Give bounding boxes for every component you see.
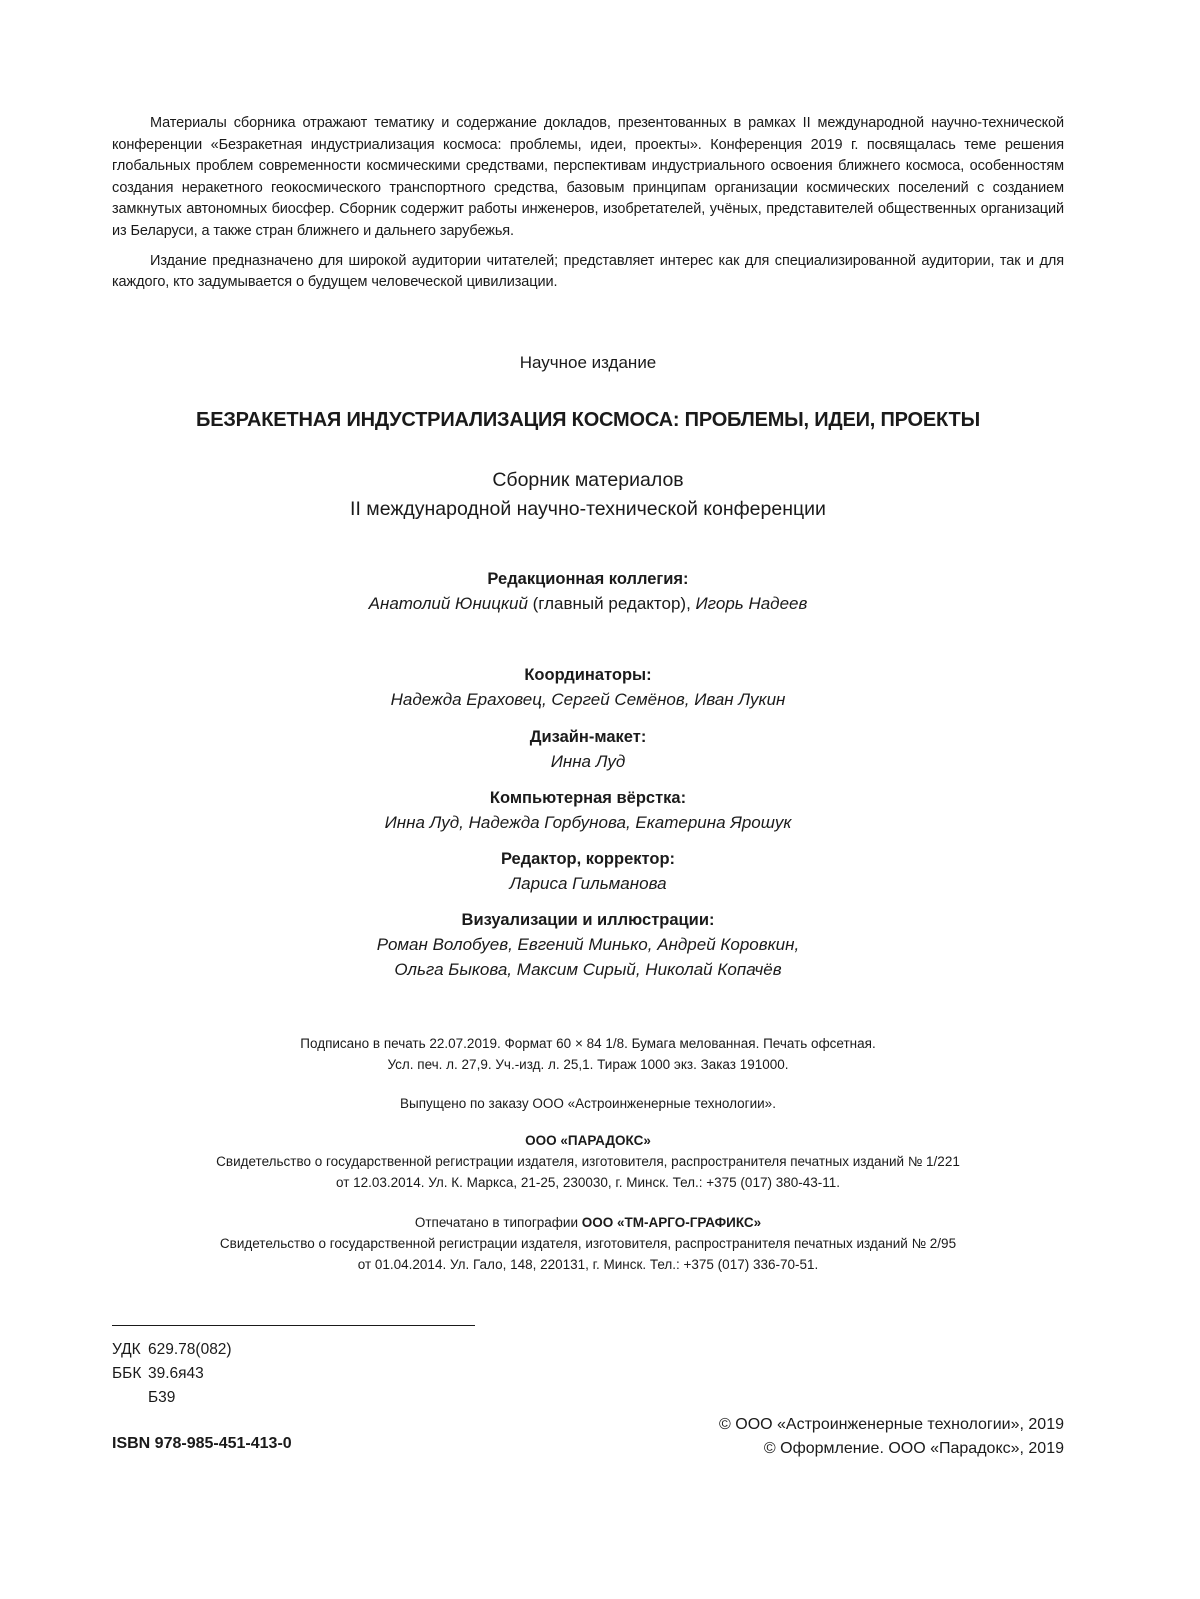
credit-coordinators	[112, 663, 1064, 712]
divider-line	[112, 1325, 475, 1326]
credit-names-line-1: Роман Волобуев, Евгений Минько, Андрей Коровкин,	[376, 935, 800, 954]
editor-note: (главный редактор),	[527, 594, 696, 613]
publisher-name: ООО «ПАРАДОКС»	[525, 1133, 651, 1148]
copyright-line-1: © ООО «Астроинженерные технологии», 2019	[719, 1416, 1064, 1433]
bbk-row	[112, 1362, 232, 1386]
copyright-line-2: © Оформление. ООО «Парадокс», 2019	[763, 1440, 1064, 1457]
print-info-line-2: Усл. печ. л. 27,9. Уч.-изд. л. 25,1. Тираж 1000 экз. Заказ 191000.	[387, 1057, 789, 1072]
printer-prefix: Отпечатано в типографии	[414, 1215, 582, 1230]
isbn: ISBN 978-985-451-413-0	[112, 1435, 292, 1452]
credit-role: Компьютерная вёрстка:	[489, 789, 687, 807]
printer-heading	[112, 1212, 1064, 1233]
credit-illustrations	[112, 908, 1064, 982]
credit-layout	[112, 786, 1064, 835]
udk-row	[112, 1338, 232, 1362]
subtitle	[112, 466, 1064, 524]
editor-name: Игорь Надеев	[695, 594, 808, 613]
abstract-paragraph-2: Издание предназначено для широкой аудитории читателей; представляет интерес как для специализированной аудитории, так и для каждого, кто задумывается о будущем человеческой цивилизации.	[112, 252, 1064, 291]
author-sign: Б39	[148, 1389, 176, 1406]
print-info-line-1: Подписано в печать 22.07.2019. Формат 60 × 84 1/8. Бумага мелованная. Печать офсетная.	[300, 1036, 876, 1051]
credit-names	[112, 591, 1064, 616]
printer-info	[112, 1212, 1064, 1275]
credit-role: Координаторы:	[524, 666, 652, 684]
credit-proofreader	[112, 847, 1064, 896]
credit-role: Редакционная коллегия:	[487, 570, 689, 588]
publisher-info	[112, 1130, 1064, 1193]
publisher-line-2: от 12.03.2014. Ул. К. Маркса, 21-25, 230030, г. Минск. Тел.: +375 (017) 380-43-11.	[335, 1175, 840, 1190]
credit-names-line-2: Ольга Быкова, Максим Сирый, Николай Копачёв	[394, 960, 782, 979]
credit-editorial-board	[112, 567, 1064, 616]
credit-names: Лариса Гильманова	[509, 874, 667, 893]
credit-design	[112, 725, 1064, 774]
credit-names: Надежда Ераховец, Сергей Семёнов, Иван Лукин	[390, 690, 786, 709]
print-info	[112, 1033, 1064, 1075]
printer-name: ООО «ТМ-АРГО-ГРАФИКС»	[581, 1215, 762, 1230]
bbk-value: 39.6я43	[148, 1365, 204, 1382]
udk-label: УДК	[112, 1341, 141, 1358]
bbk-label: ББК	[112, 1365, 142, 1382]
publisher-line-1: Свидетельство о государственной регистрации издателя, изготовителя, распространителя печатных изданий № 1/221	[216, 1154, 960, 1169]
classification-codes	[112, 1338, 232, 1410]
credit-names: Инна Луд	[550, 752, 626, 771]
editor-in-chief-name: Анатолий Юницкий	[368, 594, 528, 613]
copyright	[719, 1413, 1064, 1461]
udk-value: 629.78(082)	[148, 1341, 232, 1358]
credit-role: Редактор, корректор:	[500, 850, 676, 868]
abstract	[112, 113, 1064, 294]
author-sign-row	[112, 1386, 232, 1410]
abstract-paragraph-1: Материалы сборника отражают тематику и содержание докладов, презентованных в рамках II международной научно-технической конференции «Безракетная индустриализация космоса: проблемы, идеи, проекты». Конференция 2019 г. посвящалась теме решения глобальных проблем современности космическими средствами, перспективам индустриального освоения ближнего космоса, особенностям создания неракетного геокосмического транспортного средства, базовым принципам организации космических поселений с созданием замкнутых автономных биосфер. Сборник содержит работы инженеров, изобретателей, учёных, представителей общественных организаций из Беларуси, а также стран ближнего и дальнего зарубежья.	[112, 115, 1064, 239]
credit-role: Визуализации и иллюстрации:	[461, 911, 715, 929]
printer-line-2: от 01.04.2014. Ул. Гало, 148, 220131, г. Минск. Тел.: +375 (017) 336-70-51.	[357, 1257, 819, 1272]
credit-role: Дизайн-макет:	[529, 728, 647, 746]
credit-names: Инна Луд, Надежда Горбунова, Екатерина Ярошук	[384, 813, 792, 832]
page-title: БЕЗРАКЕТНАЯ ИНДУСТРИАЛИЗАЦИЯ КОСМОСА: ПРОБЛЕМЫ, ИДЕИ, ПРОЕКТЫ	[196, 409, 980, 431]
subtitle-line-2: II международной научно-технической конференции	[350, 498, 826, 520]
printer-line-1: Свидетельство о государственной регистрации издателя, изготовителя, распространителя печатных изданий № 2/95	[219, 1236, 957, 1251]
order-info: Выпущено по заказу ООО «Астроинженерные технологии».	[400, 1096, 776, 1111]
subtitle-line-1: Сборник материалов	[492, 469, 684, 491]
publication-kind: Научное издание	[519, 353, 657, 372]
